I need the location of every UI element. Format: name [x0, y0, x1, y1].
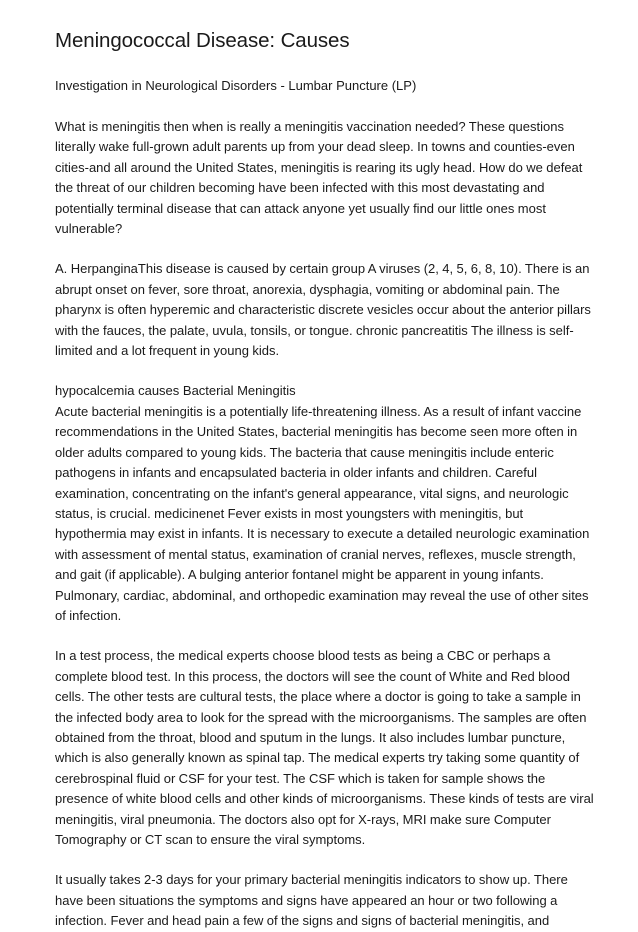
- paragraph-symptoms: It usually takes 2-3 days for your primary bacterial meningitis indicators to show up. There have been situations the symptoms and signs have appeared an hour or two following a infection. Fever and head pain a few of the signs and signs of bacterial meningitis, and: [55, 872, 568, 929]
- page-title: Meningococcal Disease: Causes: [55, 29, 350, 52]
- paragraph-tests: In a test process, the medical experts choose blood tests as being a CBC or perhaps a complete blood test. In this process, the doctors will see the count of White and Red blood cells. The other tests are cultural tests, the place where a doctor is going to take a sample in the infected body area to look for the spread with the microorganisms. The samples are often obtained from the throat, blood and sputum in the lungs. It also includes lumbar puncture, which is also generally known as spinal tap. The medical experts try taking some quantity of cerebrospinal fluid or CSF for your test. The CSF which is taken for sample shows the presence of white blood cells and other kinds of microorganisms. These kinds of tests are viral meningitis, viral pneumonia. The doctors also opt for X-rays, MRI make sure Computer Tomography or CT scan to ensure the viral symptoms.: [55, 648, 594, 847]
- paragraph-herpangina: A. HerpanginaThis disease is caused by certain group A viruses (2, 4, 5, 6, 8, 10). There is an abrupt onset on fever, sore throat, anorexia, dysphagia, vomiting or abdominal pain. The pharynx is often hyperemic and characteristic discrete vesicles occur about the anterior pillars with the fauces, the palate, uvula, tonsils, or tongue. chronic pancreatitis The illness is self-limited and a lot frequent in young kids.: [55, 261, 591, 359]
- subtitle: Investigation in Neurological Disorders - Lumbar Puncture (LP): [55, 78, 417, 93]
- section-heading: hypocalcemia causes Bacterial Meningitis: [55, 383, 296, 399]
- paragraph-bacterial-meningitis: Acute bacterial meningitis is a potentially life-threatening illness. As a result of infant vaccine recommendations in the United States, bacterial meningitis has become seen more often in older adults compared to young kids. The bacteria that cause meningitis include enteric pathogens in infants and encapsulated bacteria in older infants and children. Careful examination, concentrating on the infant's general appearance, vital signs, and neurologic status, is crucial. medicinenet Fever exists in most youngsters with meningitis, but hypothermia may exist in infants. It is necessary to execute a detailed neurologic examination with assessment of mental status, examination of cranial nerves, reflexes, muscle strength, and gait (if applicable). A bulging anterior fontanel might be apparent in young infants. Pulmonary, cardiac, abdominal, and orthopedic examination may reveal the use of other sites of infection.: [55, 403, 590, 623]
- paragraph-intro: What is meningitis then when is really a meningitis vaccination needed? These questions literally wake full-grown adult parents up from your dead sleep. In towns and counties-even cities-and all around the United States, meningitis is rearing its ugly head. How do we defeat the threat of our children becoming have been infected with this most devastating and potentially terminal disease that can attack anyone yet usually find our little ones most vulnerable?: [55, 119, 583, 237]
